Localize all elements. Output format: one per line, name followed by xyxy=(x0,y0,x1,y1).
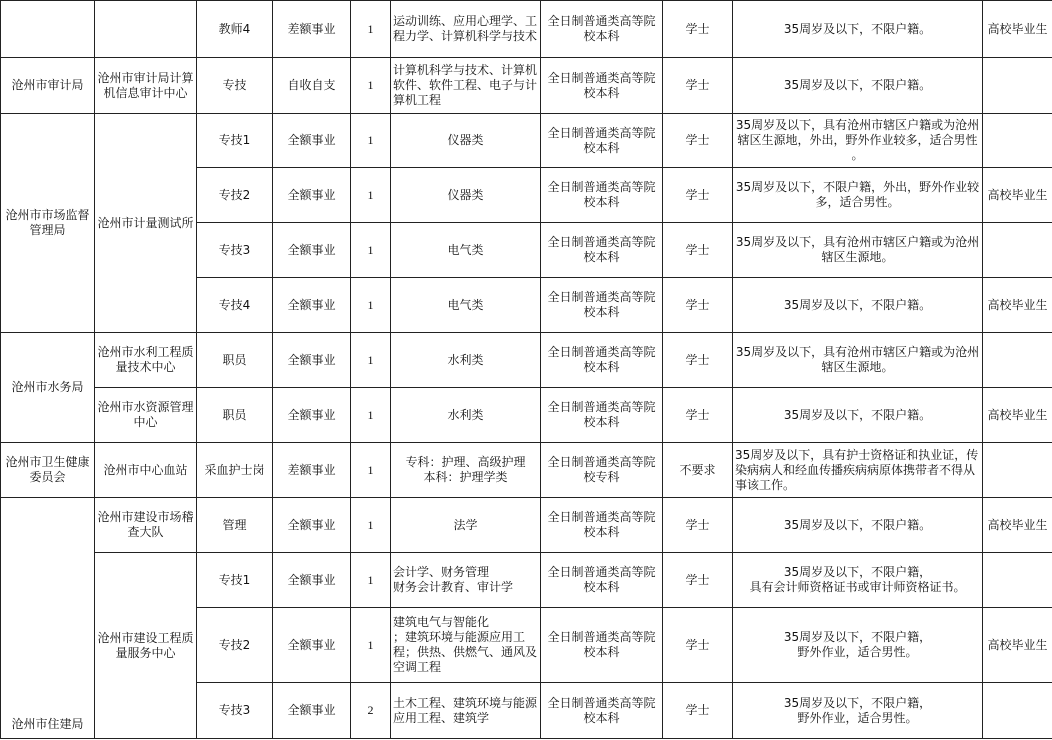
type-cell: 全额事业 xyxy=(273,168,351,223)
type-cell: 全额事业 xyxy=(273,553,351,608)
table-row xyxy=(1,498,1052,553)
note-cell: 高校毕业生 xyxy=(983,168,1052,223)
count-cell: 1 xyxy=(351,58,391,114)
degree-cell: 不要求 xyxy=(663,443,733,498)
type-cell: 全额事业 xyxy=(273,608,351,683)
post-cell: 专技1 xyxy=(197,553,273,608)
major-cell: 运动训练、应用心理学、工 程力学、计算机科学与技术 xyxy=(391,1,541,58)
degree-cell: 学士 xyxy=(663,553,733,608)
unit-cell: 沧州市计量测试所 xyxy=(95,114,197,333)
type-cell: 全额事业 xyxy=(273,223,351,278)
major-cell: 水利类 xyxy=(391,388,541,443)
count-cell: 1 xyxy=(351,553,391,608)
count-cell: 1 xyxy=(351,498,391,553)
post-cell: 专技3 xyxy=(197,223,273,278)
note-cell xyxy=(983,553,1052,608)
condition-cell: 35周岁及以下，具有沧州市辖区户籍或为沧州 辖区生源地。 xyxy=(733,333,983,388)
degree-cell: 学士 xyxy=(663,388,733,443)
education-cell: 全日制普通类高等院 校本科 xyxy=(541,333,663,388)
education-cell: 全日制普通类高等院 校本科 xyxy=(541,553,663,608)
count-cell: 1 xyxy=(351,168,391,223)
education-cell: 全日制普通类高等院 校本科 xyxy=(541,168,663,223)
note-cell xyxy=(983,114,1052,168)
table-row xyxy=(1,388,1052,443)
unit-cell xyxy=(95,1,197,58)
table-row xyxy=(1,58,1052,114)
count-cell: 1 xyxy=(351,608,391,683)
education-cell: 全日制普通类高等院 校本科 xyxy=(541,223,663,278)
condition-cell: 35周岁及以下，不限户籍。 xyxy=(733,278,983,333)
degree-cell: 学士 xyxy=(663,278,733,333)
note-cell: 高校毕业生 xyxy=(983,388,1052,443)
degree-cell: 学士 xyxy=(663,498,733,553)
post-cell: 管理 xyxy=(197,498,273,553)
table-row xyxy=(1,1,1052,58)
degree-cell: 学士 xyxy=(663,58,733,114)
condition-cell: 35周岁及以下，具有沧州市辖区户籍或为沧州 辖区生源地。 xyxy=(733,223,983,278)
note-cell: 高校毕业生 xyxy=(983,498,1052,553)
post-cell: 专技2 xyxy=(197,608,273,683)
type-cell: 全额事业 xyxy=(273,114,351,168)
type-cell: 全额事业 xyxy=(273,388,351,443)
dept-cell: 沧州市审计局 xyxy=(1,58,95,114)
degree-cell: 学士 xyxy=(663,223,733,278)
education-cell: 全日制普通类高等院 校本科 xyxy=(541,58,663,114)
post-cell: 职员 xyxy=(197,333,273,388)
condition-cell: 35周岁及以下，不限户籍。 xyxy=(733,498,983,553)
major-cell: 仪器类 xyxy=(391,114,541,168)
post-cell: 专技2 xyxy=(197,168,273,223)
post-cell: 专技 xyxy=(197,58,273,114)
dept-cell xyxy=(1,1,95,58)
count-cell: 1 xyxy=(351,443,391,498)
note-cell xyxy=(983,333,1052,388)
condition-cell: 35周岁及以下，不限户籍。 xyxy=(733,1,983,58)
type-cell: 全额事业 xyxy=(273,683,351,739)
type-cell: 差额事业 xyxy=(273,1,351,58)
unit-cell: 沧州市建设工程质 量服务中心 xyxy=(95,553,197,739)
condition-cell: 35周岁及以下，不限户籍， 野外作业，适合男性。 xyxy=(733,608,983,683)
major-cell: 建筑电气与智能化 ；建筑环境与能源应用工 程；供热、供燃气、通风及 空调工程 xyxy=(391,608,541,683)
post-cell: 教师4 xyxy=(197,1,273,58)
major-cell: 专科：护理、高级护理 本科：护理学类 xyxy=(391,443,541,498)
dept-cell: 沧州市卫生健康 委员会 xyxy=(1,443,95,498)
unit-cell: 沧州市中心血站 xyxy=(95,443,197,498)
education-cell: 全日制普通类高等院 校本科 xyxy=(541,608,663,683)
degree-cell: 学士 xyxy=(663,333,733,388)
count-cell: 1 xyxy=(351,114,391,168)
post-cell: 采血护士岗 xyxy=(197,443,273,498)
unit-cell: 沧州市建设市场稽 查大队 xyxy=(95,498,197,553)
count-cell: 1 xyxy=(351,278,391,333)
education-cell: 全日制普通类高等院 校本科 xyxy=(541,114,663,168)
table-row xyxy=(1,443,1052,498)
condition-cell: 35周岁及以下，不限户籍。 xyxy=(733,58,983,114)
count-cell: 2 xyxy=(351,683,391,739)
table-row xyxy=(1,553,1052,608)
type-cell: 差额事业 xyxy=(273,443,351,498)
education-cell: 全日制普通类高等院 校本科 xyxy=(541,498,663,553)
unit-cell: 沧州市水利工程质 量技术中心 xyxy=(95,333,197,388)
type-cell: 全额事业 xyxy=(273,333,351,388)
major-cell: 法学 xyxy=(391,498,541,553)
condition-cell: 35周岁及以下，不限户籍。 xyxy=(733,388,983,443)
note-cell xyxy=(983,223,1052,278)
condition-cell: 35周岁及以下，不限户籍， 野外作业，适合男性。 xyxy=(733,683,983,739)
education-cell: 全日制普通类高等院 校本科 xyxy=(541,1,663,58)
count-cell: 1 xyxy=(351,333,391,388)
degree-cell: 学士 xyxy=(663,608,733,683)
major-cell: 会计学、财务管理 财务会计教育、审计学 xyxy=(391,553,541,608)
major-cell: 计算机科学与技术、计算机 软件、软件工程、电子与计 算机工程 xyxy=(391,58,541,114)
major-cell: 土木工程、建筑环境与能源 应用工程、建筑学 xyxy=(391,683,541,739)
degree-cell: 学士 xyxy=(663,1,733,58)
note-cell xyxy=(983,683,1052,739)
education-cell: 全日制普通类高等院 校本科 xyxy=(541,388,663,443)
note-cell: 高校毕业生 xyxy=(983,608,1052,683)
post-cell: 专技4 xyxy=(197,278,273,333)
type-cell: 全额事业 xyxy=(273,278,351,333)
condition-cell: 35周岁及以下，具有护士资格证和执业证，传 染病病人和经血传播疾病病原体携带者不得从 事该工作。 xyxy=(733,443,983,498)
post-cell: 专技1 xyxy=(197,114,273,168)
major-cell: 电气类 xyxy=(391,278,541,333)
unit-cell: 沧州市水资源管理 中心 xyxy=(95,388,197,443)
education-cell: 全日制普通类高等院 校本科 xyxy=(541,683,663,739)
unit-cell: 沧州市审计局计算 机信息审计中心 xyxy=(95,58,197,114)
post-cell: 专技3 xyxy=(197,683,273,739)
condition-cell: 35周岁及以下，不限户籍， 具有会计师资格证书或审计师资格证书。 xyxy=(733,553,983,608)
note-cell xyxy=(983,443,1052,498)
education-cell: 全日制普通类高等院 校本科 xyxy=(541,278,663,333)
education-cell: 全日制普通类高等院 校专科 xyxy=(541,443,663,498)
note-cell xyxy=(983,58,1052,114)
count-cell: 1 xyxy=(351,388,391,443)
dept-cell: 沧州市住建局 xyxy=(1,498,95,739)
table-row xyxy=(1,114,1052,168)
table-row xyxy=(1,333,1052,388)
major-cell: 仪器类 xyxy=(391,168,541,223)
note-cell: 高校毕业生 xyxy=(983,278,1052,333)
major-cell: 水利类 xyxy=(391,333,541,388)
count-cell: 1 xyxy=(351,223,391,278)
condition-cell: 35周岁及以下，具有沧州市辖区户籍或为沧州 辖区生源地，外出，野外作业较多，适合男性 。 xyxy=(733,114,983,168)
dept-cell: 沧州市水务局 xyxy=(1,333,95,443)
degree-cell: 学士 xyxy=(663,683,733,739)
type-cell: 全额事业 xyxy=(273,498,351,553)
major-cell: 电气类 xyxy=(391,223,541,278)
type-cell: 自收自支 xyxy=(273,58,351,114)
count-cell: 1 xyxy=(351,1,391,58)
note-cell: 高校毕业生 xyxy=(983,1,1052,58)
degree-cell: 学士 xyxy=(663,114,733,168)
dept-cell: 沧州市市场监督 管理局 xyxy=(1,114,95,333)
post-cell: 职员 xyxy=(197,388,273,443)
degree-cell: 学士 xyxy=(663,168,733,223)
condition-cell: 35周岁及以下，不限户籍，外出，野外作业较 多，适合男性。 xyxy=(733,168,983,223)
